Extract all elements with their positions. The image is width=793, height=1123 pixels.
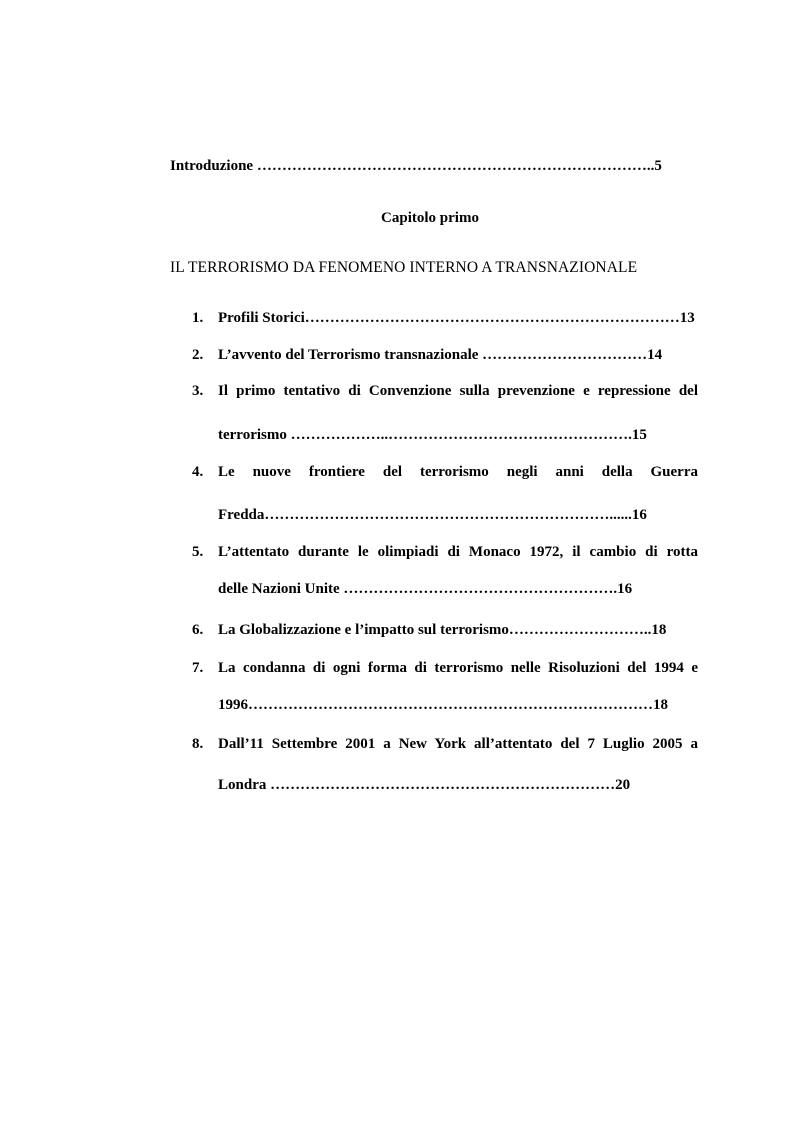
toc-entry-line: Le nuove frontiere del terrorismo negli anni della Guerra	[218, 464, 698, 480]
toc-entry-line: La Globalizzazione e l’impatto sul terrorismo………………………..18	[218, 622, 667, 638]
toc-entry-number: 5.	[192, 544, 204, 560]
toc-entry-line: Londra ……………………………………………………………20	[218, 777, 631, 793]
toc-entry-number: 6.	[192, 622, 204, 638]
toc-entry-line: delle Nazioni Unite ……………………………………………….16	[218, 581, 633, 597]
toc-entry-line: 1996………………………………………………………………………18	[218, 697, 668, 713]
toc-entry-number: 4.	[192, 464, 204, 480]
toc-entry-line: Il primo tentativo di Convenzione sulla prevenzione e repressione del	[218, 383, 698, 399]
toc-introduction-entry: Introduzione ……………………………………………………………………..5	[170, 158, 662, 174]
chapter-label: Capitolo primo	[381, 210, 479, 226]
toc-entry-line: Profili Storici…………………………………………………………………13	[218, 310, 695, 326]
toc-entry-number: 3.	[192, 383, 204, 399]
toc-entry-line: L’attentato durante le olimpiadi di Monaco 1972, il cambio di rotta	[218, 544, 698, 560]
toc-entry-number: 1.	[192, 310, 204, 326]
toc-entry-number: 7.	[192, 660, 204, 676]
toc-entry-line: Fredda……………………………………………………………......16	[218, 507, 647, 523]
chapter-title: IL TERRORISMO DA FENOMENO INTERNO A TRANSNAZIONALE	[170, 259, 638, 276]
toc-entry-number: 8.	[192, 736, 204, 752]
toc-entry-line: terrorismo ………………..………………………………………….15	[218, 427, 647, 443]
toc-entry-line: Dall’11 Settembre 2001 a New York all’attentato del 7 Luglio 2005 a	[218, 736, 698, 752]
toc-entry-line: La condanna di ogni forma di terrorismo nelle Risoluzioni del 1994 e	[218, 660, 698, 676]
toc-entry-line: L’avvento del Terrorismo transnazionale ……………………………14	[218, 347, 663, 363]
toc-entry-number: 2.	[192, 347, 204, 363]
